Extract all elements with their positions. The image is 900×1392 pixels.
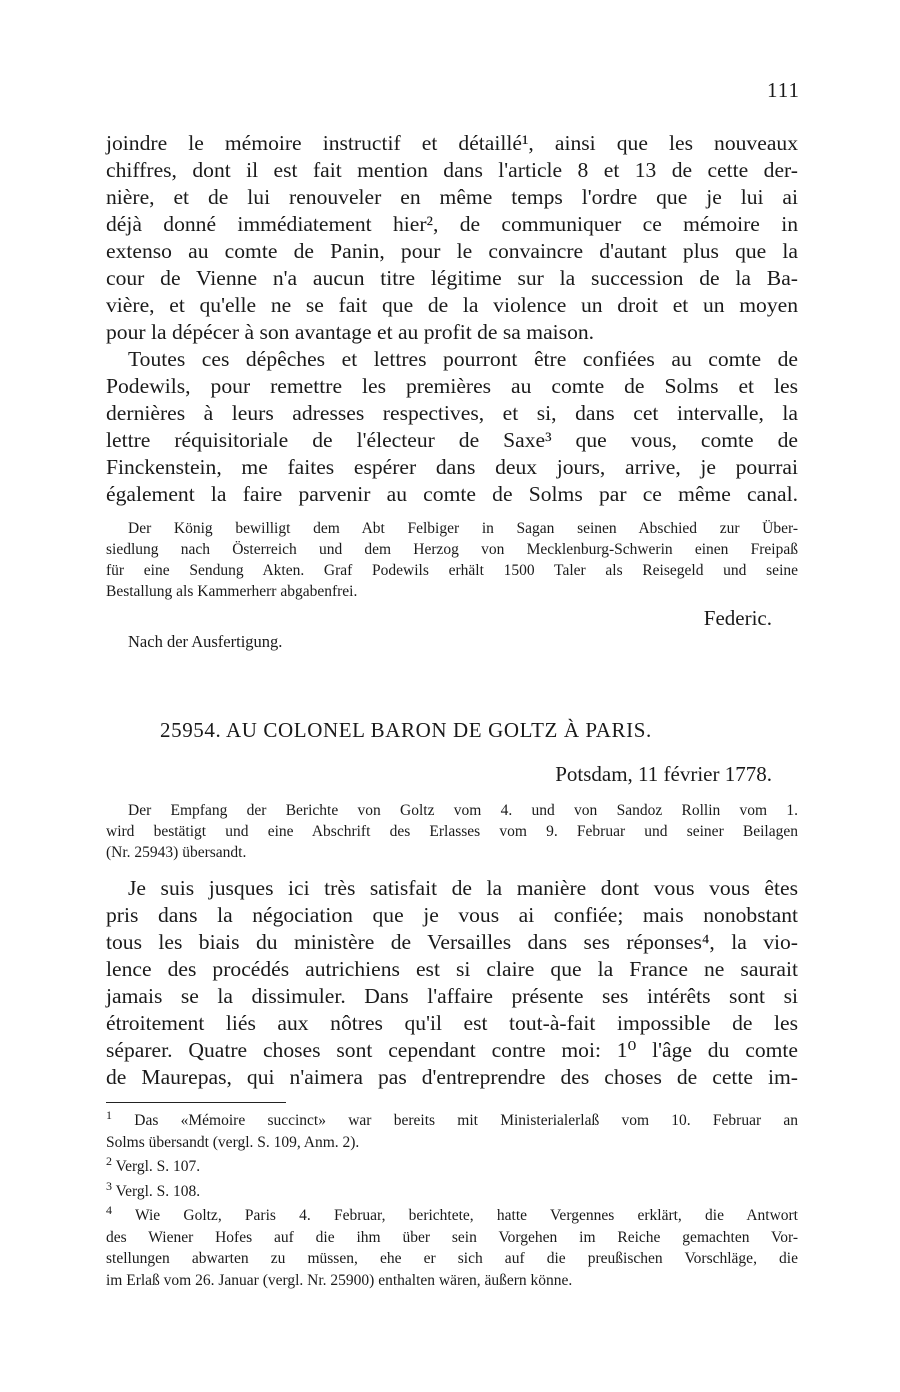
summary-line: siedlung nach Österreich und dem Herzog von Mecklenburg-Schwerin einen Freipaß: [106, 541, 798, 558]
footnote-line: [106, 1107, 799, 1132]
summary-note-2: [106, 800, 798, 863]
paragraph-3: [106, 875, 798, 1091]
text-line: cour de Vienne n'a aucun titre légitime sur la succession de la Ba-: [106, 266, 798, 290]
footnote-4: [106, 1202, 798, 1291]
text-line: séparer. Quatre choses sont cependant contre moi: 1⁰ l'âge du comte: [106, 1038, 798, 1062]
footnote-line: des Wiener Hofes auf die ihm über sein Vorgehen im Reiche gemachten Vor-: [106, 1228, 798, 1246]
summary-line: Bestallung als Kammerherr abgabenfrei.: [106, 583, 358, 600]
text-line: pour la dépécer à son avantage et au profit de sa maison.: [106, 320, 595, 344]
footnote-text: Vergl. S. 107.: [115, 1158, 201, 1175]
text-line: Je suis jusques ici très satisfait de la manière dont vous vous êtes: [128, 876, 798, 900]
footnote-1: [106, 1107, 799, 1153]
paragraph-1: [106, 130, 798, 346]
text-line: jamais se la dissimuler. Dans l'affaire présente ses intérêts sont si: [106, 984, 798, 1008]
summary-note-1: [106, 518, 798, 602]
footnote-line: Solms übersandt (vergl. S. 109, Anm. 2).: [106, 1133, 360, 1151]
summary-line: wird bestätigt und eine Abschrift des Erlasses vom 9. Februar und seiner Beilagen: [106, 823, 798, 840]
text-line: de Maurepas, qui n'aimera pas d'entreprendre des choses de cette im-: [106, 1065, 798, 1089]
footnote-line: [106, 1178, 798, 1203]
paragraph-2: [106, 346, 798, 508]
footnote-line: [106, 1153, 798, 1178]
footnote-mark: 4: [106, 1202, 112, 1217]
text-line: nière, et de lui renouveler en même temps l'ordre que je lui ai: [106, 185, 798, 209]
footnote-line: stellungen abwarten zu müssen, ehe er sich auf die preußischen Vorschläge, die: [106, 1250, 798, 1267]
footnote-mark: 3: [106, 1178, 112, 1193]
text-line: lence des procédés autrichiens est si claire que la France ne saurait: [106, 957, 798, 981]
document-heading: 25954. AU COLONEL BARON DE GOLTZ À PARIS.: [160, 718, 652, 742]
letter-continuation: [106, 130, 798, 602]
footnote-text: Vergl. S. 108.: [115, 1182, 201, 1200]
letter-body: [106, 800, 798, 1091]
footnote-mark: 1: [106, 1107, 112, 1122]
page-number: 111: [767, 78, 800, 102]
footnote-3: [106, 1178, 798, 1203]
footnote-mark: 2: [106, 1153, 112, 1168]
text-line: étroitement liés aux nôtres qu'il est tout-à-fait impossible de les: [106, 1011, 798, 1035]
text-line: chiffres, dont il est fait mention dans l'article 8 et 13 de cette der-: [106, 158, 798, 182]
footnote-divider: [106, 1102, 286, 1103]
text-line: lettre réquisitoriale de l'électeur de Saxe³ que vous, comte de: [106, 428, 798, 452]
text-line: déjà donné immédiatement hier², de communiquer ce mémoire in: [106, 212, 798, 236]
text-line: Toutes ces dépêches et lettres pourront être confiées au comte de: [128, 347, 798, 371]
summary-line: (Nr. 25943) übersandt.: [106, 844, 247, 861]
text-line: pris dans la négociation que je vous ai confiée; mais nonobstant: [106, 903, 798, 927]
text-line: également la faire parvenir au comte de Solms par ce même canal.: [106, 482, 798, 506]
text-line: extenso au comte de Panin, pour le convaincre d'autant plus que la: [106, 239, 798, 263]
footnote-line: [106, 1202, 798, 1227]
footnote-line: im Erlaß vom 26. Januar (vergl. Nr. 25900) enthalten wären, äußern könne.: [106, 1271, 573, 1289]
summary-line: Der Empfang der Berichte von Goltz vom 4. und von Sandoz Rollin vom 1.: [128, 802, 798, 819]
text-line: Finckenstein, me faites espérer dans deux jours, arrive, je pourrai: [106, 455, 798, 479]
text-line: vière, et qu'elle ne se fait que de la violence un droit et un moyen: [106, 293, 798, 317]
footnotes: [106, 1107, 799, 1294]
dateline: Potsdam, 11 février 1778.: [555, 762, 772, 786]
footnote-text: Wie Goltz, Paris 4. Februar, berichtete, hatte Vergennes erklärt, die Antwort: [134, 1207, 798, 1224]
text-line: dernières à leurs adresses respectives, et si, dans cet intervalle, la: [106, 401, 798, 425]
summary-line: für eine Sendung Akten. Graf Podewils erhält 1500 Taler als Reisegeld und seine: [106, 562, 798, 579]
summary-line: Der König bewilligt dem Abt Felbiger in Sagan seinen Abschied zur Über-: [128, 520, 798, 537]
source-note: Nach der Ausfertigung.: [128, 632, 283, 651]
text-line: joindre le mémoire instructif et détaillé¹, ainsi que les nouveaux: [106, 131, 798, 155]
text-line: tous les biais du ministère de Versailles dans ses réponses⁴, la vio-: [106, 930, 798, 954]
footnote-2: [106, 1153, 798, 1178]
footnote-text: Das «Mémoire succinct» war bereits mit Ministerialerlaß vom 10. Februar an: [134, 1112, 799, 1129]
text-line: Podewils, pour remettre les premières au comte de Solms et les: [106, 374, 798, 398]
signature: Federic.: [703, 606, 772, 630]
